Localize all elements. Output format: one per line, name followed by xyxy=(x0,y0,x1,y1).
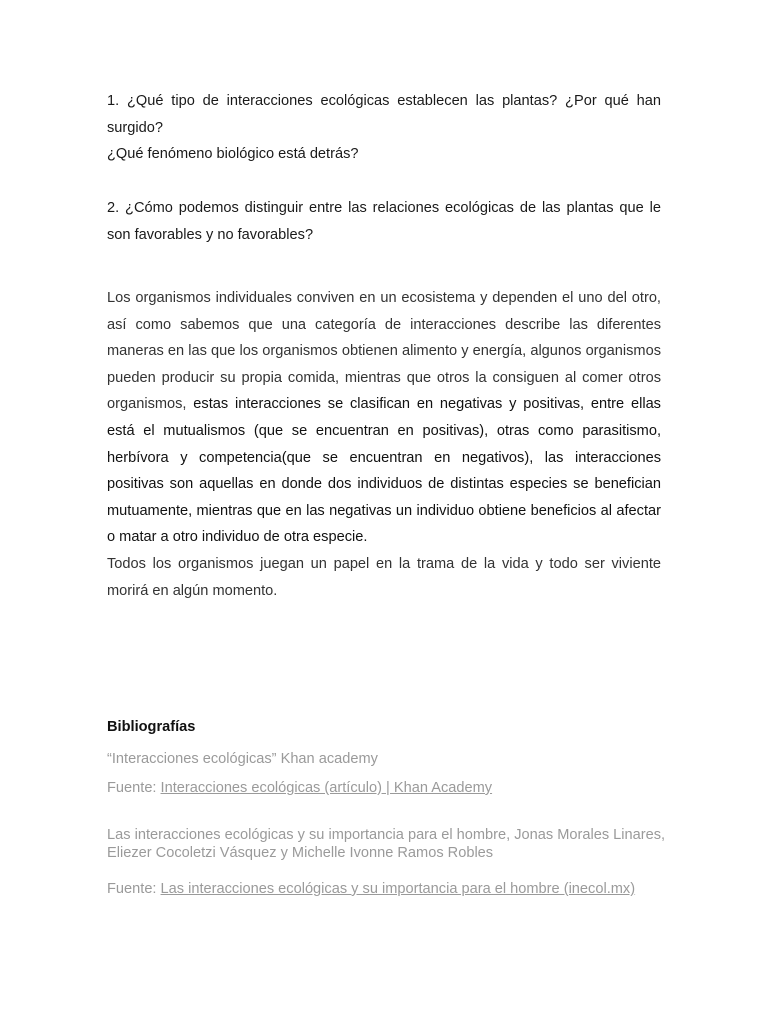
reference-2-title: Las interacciones ecológicas y su importancia para el hombre, Jonas Morales Linares, Eliezer Cocoletzi Vásquez y Michelle Ivonne Ramos Robles xyxy=(107,827,666,861)
question-1-followup: ¿Qué fenómeno biológico está detrás? xyxy=(107,146,359,163)
answer-closing: Todos los organismos juegan un papel en la trama de la vida y todo ser viviente morirá en algún momento. xyxy=(107,555,661,599)
reference-2-source xyxy=(107,880,667,898)
answer-part-2: estas interacciones se clasifican en negativas y positivas, entre ellas está el mutualismos (que se encuentran en positivas), otras como parasitismo, herbívora y competencia(que se encuentran en negativos), las interacciones positivas son aquellas en donde dos individuos de distintas especies se benefician mutuamente, mientras que en las negativas un individuo obtiene beneficios al afectar o matar a otro individuo de otra especie. xyxy=(107,396,661,546)
reference-1-link[interactable]: Interacciones ecológicas (artículo) | Khan Academy xyxy=(160,780,493,796)
answer-body xyxy=(107,285,661,604)
answer-paragraph xyxy=(107,285,661,551)
reference-1-source-label: Fuente: xyxy=(107,780,161,796)
reference-2-link[interactable]: Las interacciones ecológicas y su importancia para el hombre (inecol.mx) xyxy=(160,881,636,897)
reference-1-source xyxy=(107,779,667,797)
bibliography-heading: Bibliografías xyxy=(107,719,196,735)
question-1-text: 1. ¿Qué tipo de interacciones ecológicas establecen las plantas? ¿Por qué han surgido? xyxy=(107,93,661,136)
answer-part-1: Los organismos individuales conviven en un ecosistema y dependen el uno del otro, así como sabemos que una categoría de interacciones describe las diferentes maneras en las que los organismos obtienen alimento y energía, algunos organismos pueden producir su propia comida, mientras que otros la consiguen al comer otros organismos, xyxy=(107,290,661,413)
reference-2-source-label: Fuente: xyxy=(107,881,161,897)
reference-1-title: “Interacciones ecológicas” Khan academy xyxy=(107,751,378,767)
question-1 xyxy=(107,88,661,168)
question-2 xyxy=(107,195,661,248)
question-2-text: 2. ¿Cómo podemos distinguir entre las relaciones ecológicas de las plantas que le son favorables y no favorables? xyxy=(107,200,661,243)
